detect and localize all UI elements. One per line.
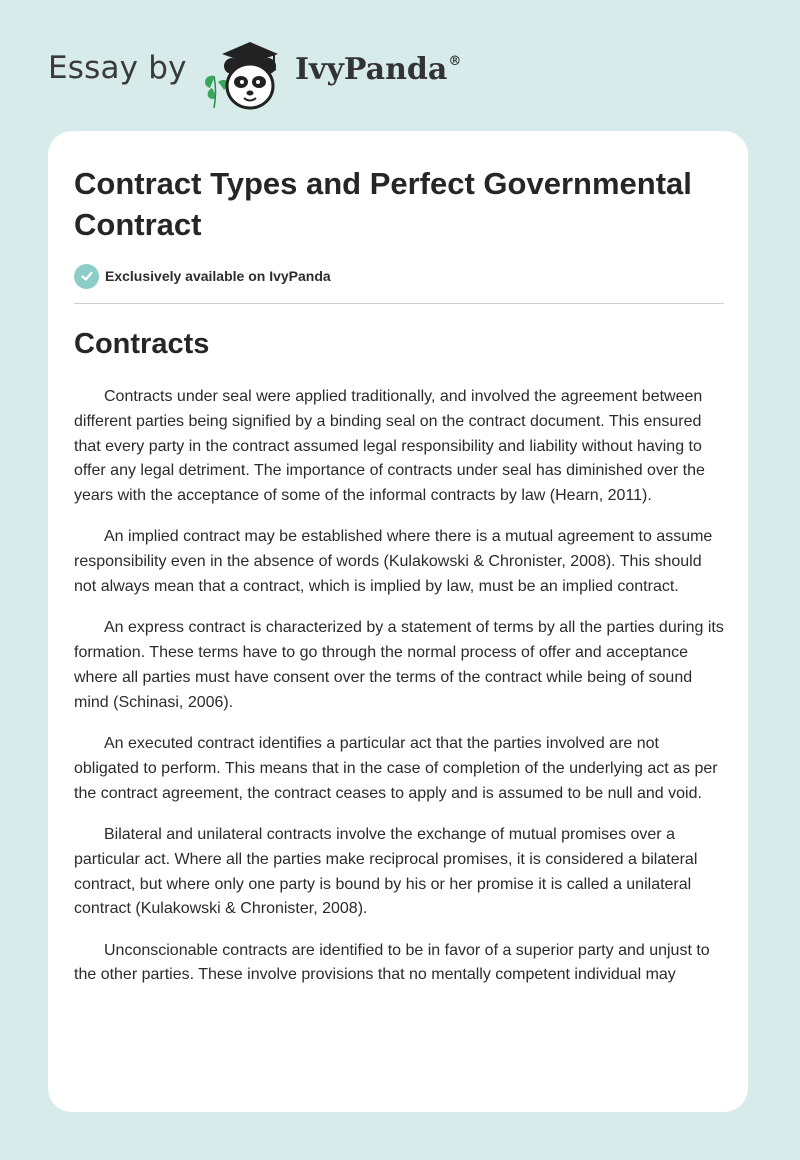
ivy-leaf-icon [205, 76, 228, 108]
paragraph: An executed contract identifies a particular act that the parties involved are not obligated to perform. This means that in the case of completion of the underlying act as per the contract agreement, the contract ceases to apply and is assumed to be null and void. [74, 735, 718, 802]
paragraph: Bilateral and unilateral contracts involve the exchange of mutual promises over a particular act. Where all the parties make reciprocal promises, it is considered a bilateral contract, but where only one party is bound by his or her promise it is called a unilateral contract (Kulakowski & Chronister, 2008). [74, 825, 698, 918]
article-body [74, 385, 724, 1005]
paragraph: An express contract is characterized by a statement of terms by all the parties during its formation. These terms have to go through the normal process of offer and acceptance where all parties must have consent over the terms of the contract while being of sound mind (Schinasi, 2006). [74, 619, 724, 711]
essay-by-label: Essay by [48, 50, 187, 86]
exclusive-badge-label: Exclusively available on IvyPanda [105, 268, 331, 284]
site-header [48, 28, 548, 114]
article-card [48, 131, 748, 1112]
section-heading: Contracts [74, 328, 210, 360]
paragraph: Unconscionable contracts are identified to be in favor of a superior party and unjust to the other parties. These involve provisions that no mentally competent individual may [74, 941, 710, 984]
article-title: Contract Types and Perfect Governmental Contract [74, 166, 692, 242]
check-icon [74, 264, 99, 289]
brand-name: IvyPanda® [295, 52, 462, 87]
registered-mark: ® [448, 54, 462, 69]
exclusive-badge [74, 263, 331, 289]
panda-graduate-icon [200, 36, 288, 114]
divider [74, 303, 724, 304]
paragraph: An implied contract may be established where there is a mutual agreement to assume responsibility even in the absence of words (Kulakowski & Chronister, 2008). This should not always mean that a contract, which is implied by law, must be an implied contract. [74, 528, 713, 596]
paragraph: Contracts under seal were applied traditionally, and involved the agreement between different parties being signified by a binding seal on the contract document. This ensured that every party in the contract assumed legal responsibility and liability without having to offer any legal detriment. The importance of contracts under seal has diminished over the years with the acceptance of some of the informal contracts by law (Hearn, 2011). [74, 388, 705, 505]
